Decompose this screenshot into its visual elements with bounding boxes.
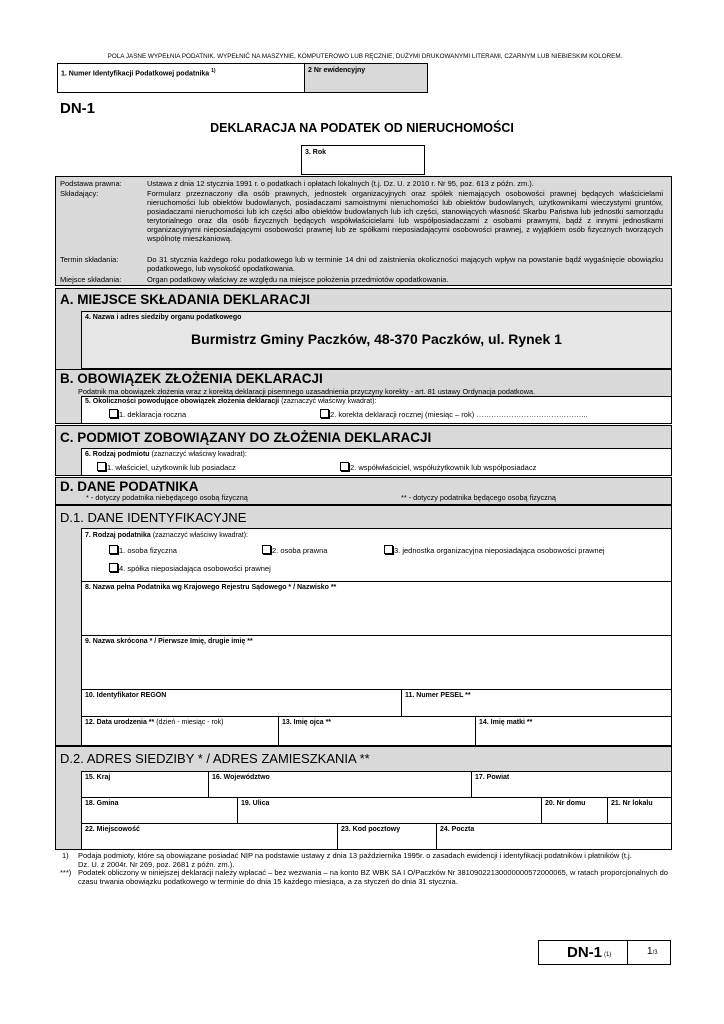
regon-label: 10. Identyfikator REGON bbox=[85, 692, 167, 699]
legal-basis-value: Ustawa z dnia 12 stycznia 1991 r. o podatkach i opłatach lokalnych (t.j. Dz. U. z 2010 r. Nr 95, poz. 613 z późn. zm.). bbox=[147, 179, 534, 188]
footer-version: (1) bbox=[604, 952, 612, 958]
place-key: Miejsce składania: bbox=[60, 275, 122, 284]
obligation-label: 5. Okoliczności powodujące obowiązek złożenia deklaracji bbox=[85, 398, 280, 405]
birth-date-label: 12. Data urodzenia ** bbox=[85, 719, 155, 726]
footnote-2-text: Podatek obliczony w niniejszej deklaracji należy wpłacać – bez wezwania – na konto BZ WBK SA I O/Paczków Nr 38109022130000000572000065, w ratach proporcjonalnych do czasu trwania obowiązku podatkowego w terminie do dnia 15 każdego miesiąca, a za styczeń do dnia 31 stycznia. bbox=[78, 868, 668, 886]
checkbox-icon[interactable] bbox=[109, 545, 118, 554]
obligation-field bbox=[81, 396, 672, 424]
footer-form-code: DN-1 bbox=[567, 944, 603, 961]
taxpayer-type-hint: (zaznaczyć właściwy kwadrat): bbox=[152, 532, 248, 539]
commune-label: 18. Gmina bbox=[85, 800, 119, 807]
mother-name-field[interactable] bbox=[475, 716, 672, 746]
section-d1-title: D.1. DANE IDENTYFIKACYJNE bbox=[60, 510, 247, 525]
house-number-label: 20. Nr domu bbox=[545, 800, 586, 807]
option-org-unit[interactable] bbox=[384, 545, 605, 555]
option-legal-person-label: 2. osoba prawna bbox=[272, 546, 328, 555]
birth-date-hint: (dzień - miesiąc - rok) bbox=[156, 719, 224, 726]
place-value: Organ podatkowy właściwy ze względu na miejsce położenia przedmiotów opodatkowania. bbox=[147, 275, 449, 284]
voivodeship-field[interactable] bbox=[208, 771, 472, 798]
checkbox-icon[interactable] bbox=[384, 545, 393, 554]
checkbox-icon[interactable] bbox=[97, 462, 106, 471]
section-d bbox=[55, 477, 672, 505]
year-field[interactable] bbox=[301, 145, 425, 175]
deadline-key: Termin składania: bbox=[60, 255, 119, 264]
option-natural-person-label: 1. osoba fizyczna bbox=[119, 546, 177, 555]
option-owner-label: 1. właściciel, użytkownik lub posiadacz bbox=[107, 463, 236, 472]
deadline-value: Do 31 stycznia każdego roku podatkowego lub w terminie 14 dni od zaistnienia okoliczności mających wpływ na powstanie bądź wygaśnięcie obowiązku podatkowego, lub wysokość opodatkowania. bbox=[147, 255, 663, 273]
header-note: POLA JASNE WYPEŁNIA PODATNIK. WYPEŁNIĆ NA MASZYNIE, KOMPUTEROWO LUB RĘCZNIE, DUŻYMI DRUKOWANYMI LITERAMI, CZARNYM LUB NIEBIESKIM KOLOREM. bbox=[107, 53, 623, 60]
district-field[interactable] bbox=[471, 771, 672, 798]
father-name-label: 13. Imię ojca ** bbox=[282, 719, 332, 726]
legal-basis-key: Podstawa prawna: bbox=[60, 179, 122, 188]
footnote-2-mark: ***) bbox=[60, 868, 72, 877]
section-d-note-1: * - dotyczy podatnika niebędącego osobą fizyczną bbox=[86, 493, 248, 502]
short-name-label: 9. Nazwa skrócona * / Pierwsze Imię, drugie imię ** bbox=[85, 638, 253, 645]
nip-label: 1. Numer Identyfikacji Podatkowej podatnika bbox=[61, 70, 210, 78]
option-partnership[interactable] bbox=[109, 563, 271, 573]
tax-office-value: Burmistrz Gminy Paczków, 48-370 Paczków, ul. Rynek 1 bbox=[191, 331, 562, 347]
voivodeship-label: 16. Województwo bbox=[212, 774, 270, 781]
checkbox-icon[interactable] bbox=[320, 409, 329, 418]
nip-field[interactable] bbox=[57, 63, 305, 93]
full-name-field[interactable] bbox=[81, 581, 672, 636]
commune-field[interactable] bbox=[81, 797, 238, 824]
section-b bbox=[55, 369, 672, 424]
checkbox-icon[interactable] bbox=[109, 563, 118, 572]
option-partnership-label: 4. spółka nieposiadająca osobowości prawnej bbox=[119, 564, 271, 573]
option-co-owner[interactable] bbox=[340, 462, 536, 472]
page-title: DEKLARACJA NA PODATEK OD NIERUCHOMOŚCI bbox=[210, 121, 514, 135]
section-b-title: B. OBOWIĄZEK ZŁOŻENIA DEKLARACJI bbox=[60, 371, 323, 386]
page-footer bbox=[538, 940, 671, 965]
city-field[interactable] bbox=[81, 823, 338, 850]
page-total: /3 bbox=[652, 950, 658, 956]
evidence-number-label: 2 Nr ewidencyjny bbox=[308, 67, 366, 74]
section-a-title: A. MIEJSCE SKŁADANIA DEKLARACJI bbox=[60, 292, 311, 307]
country-label: 15. Kraj bbox=[85, 774, 111, 781]
info-block bbox=[55, 176, 672, 286]
pesel-field[interactable] bbox=[401, 689, 672, 717]
street-label: 19. Ulica bbox=[241, 800, 270, 807]
checkbox-icon[interactable] bbox=[340, 462, 349, 471]
birth-date-field[interactable] bbox=[81, 716, 279, 746]
section-d2-title: D.2. ADRES SIEDZIBY * / ADRES ZAMIESZKANIA ** bbox=[60, 751, 370, 766]
section-b-note: Podatnik ma obowiązek złożenia wraz z korektą deklaracji pisemnego uzasadnienia przyczyny korekty - art. 81 ustawy Ordynacja podatkowa. bbox=[78, 387, 536, 396]
option-annual[interactable] bbox=[109, 409, 186, 419]
year-label: 3. Rok bbox=[305, 149, 327, 156]
tax-office-field[interactable] bbox=[81, 311, 672, 369]
postal-code-field[interactable] bbox=[337, 823, 437, 850]
entity-type-label: 6. Rodzaj podmiotu bbox=[85, 451, 150, 458]
father-name-field[interactable] bbox=[278, 716, 476, 746]
section-d1 bbox=[55, 505, 672, 746]
street-field[interactable] bbox=[237, 797, 542, 824]
section-a bbox=[55, 288, 672, 370]
mother-name-label: 14. Imię matki ** bbox=[479, 719, 533, 726]
taxpayer-type-field bbox=[81, 528, 672, 582]
district-label: 17. Powiat bbox=[475, 774, 510, 781]
section-c-title: C. PODMIOT ZOBOWIĄZANY DO ZŁOŻENIA DEKLARACJI bbox=[60, 430, 432, 445]
section-d-title: D. DANE PODATNIKA bbox=[60, 479, 199, 494]
entity-type-field bbox=[81, 448, 672, 476]
nip-footnote-mark: 1) bbox=[211, 68, 216, 74]
form-code: DN-1 bbox=[60, 100, 96, 117]
option-correction[interactable] bbox=[320, 409, 588, 419]
post-office-field[interactable] bbox=[436, 823, 672, 850]
option-co-owner-label: 2. współwłaściciel, współużytkownik lub współposiadacz bbox=[350, 463, 537, 472]
filer-value: Formularz przeznaczony dla osób prawnych, jednostek organizacyjnych oraz spółek niemających osobowości prawnej będących właścicielami nieruchomości lub obiektów budowlanych, posiadaczami samoistnymi nieruchomości lub obiektów budowlanych, użytkownikami wieczystymi gruntów, posiadaczami nieruchomości lub ich części albo obiektów budowlanych lub ich części, stanowiących własność Skarbu Państwa lub jednostki samorządu terytorialnego oraz dla osób fizycznych będących współwłaścicielami lub współposiadaczami z osobami prawnymi, bądź z innymi jednostkami organizacyjnymi nieposiadającymi osobowości prawnej lub ze spółkami nieposiadającymi osobowości prawnej, z wyjątkiem osób fizycznych tworzących wspólnotę mieszkaniową. bbox=[147, 189, 663, 243]
section-c bbox=[55, 425, 672, 476]
full-name-label: 8. Nazwa pełna Podatnika wg Krajowego Rejestru Sądowego * / Nazwisko ** bbox=[85, 584, 337, 591]
obligation-hint: (zaznaczyć właściwy kwadrat): bbox=[281, 398, 377, 405]
regon-field[interactable] bbox=[81, 689, 402, 717]
entity-type-hint: (zaznaczyć właściwy kwadrat): bbox=[151, 451, 247, 458]
tax-office-label: 4. Nazwa i adres siedziby organu podatkowego bbox=[85, 314, 242, 321]
country-field[interactable] bbox=[81, 771, 209, 798]
option-owner[interactable] bbox=[97, 462, 236, 472]
footnote-1-mark: 1) bbox=[62, 851, 69, 860]
taxpayer-type-label: 7. Rodzaj podatnika bbox=[85, 532, 151, 539]
short-name-field[interactable] bbox=[81, 635, 672, 690]
page-number bbox=[647, 946, 658, 957]
house-number-field[interactable] bbox=[541, 797, 608, 824]
checkbox-icon[interactable] bbox=[262, 545, 271, 554]
apartment-number-field[interactable] bbox=[607, 797, 672, 824]
post-office-label: 24. Poczta bbox=[440, 826, 475, 833]
option-natural-person[interactable] bbox=[109, 545, 177, 555]
footnote-1-text: Podaja podmioty, które są obowiązane posiadać NIP na podstawie ustawy z dnia 13 października 1995r. o zasadach ewidencji i identyfikacji podatników i płatników (t.j. Dz. U. z 2004r. Nr 269, poz. 2681 z późn. zm.). bbox=[78, 851, 632, 869]
city-label: 22. Miejscowość bbox=[85, 826, 140, 833]
apartment-number-label: 21. Nr lokalu bbox=[611, 800, 653, 807]
section-d2 bbox=[55, 746, 672, 850]
postal-code-label: 23. Kod pocztowy bbox=[341, 826, 401, 833]
section-d-note-2: ** - dotyczy podatnika będącego osobą fizyczną bbox=[401, 493, 556, 502]
option-legal-person[interactable] bbox=[262, 545, 327, 555]
option-org-unit-label: 3. jednostka organizacyjna nieposiadająca osobowości prawnej bbox=[394, 546, 605, 555]
option-annual-label: 1. deklaracja roczna bbox=[119, 410, 187, 419]
page-current: 1 bbox=[647, 946, 653, 957]
checkbox-icon[interactable] bbox=[109, 409, 118, 418]
evidence-number-field bbox=[304, 63, 428, 93]
pesel-label: 11. Numer PESEL ** bbox=[405, 692, 471, 699]
option-correction-label: 2. korekta deklaracji rocznej (miesiąc – rok) ……………………………………... bbox=[330, 410, 588, 419]
filer-key: Składający: bbox=[60, 189, 99, 198]
